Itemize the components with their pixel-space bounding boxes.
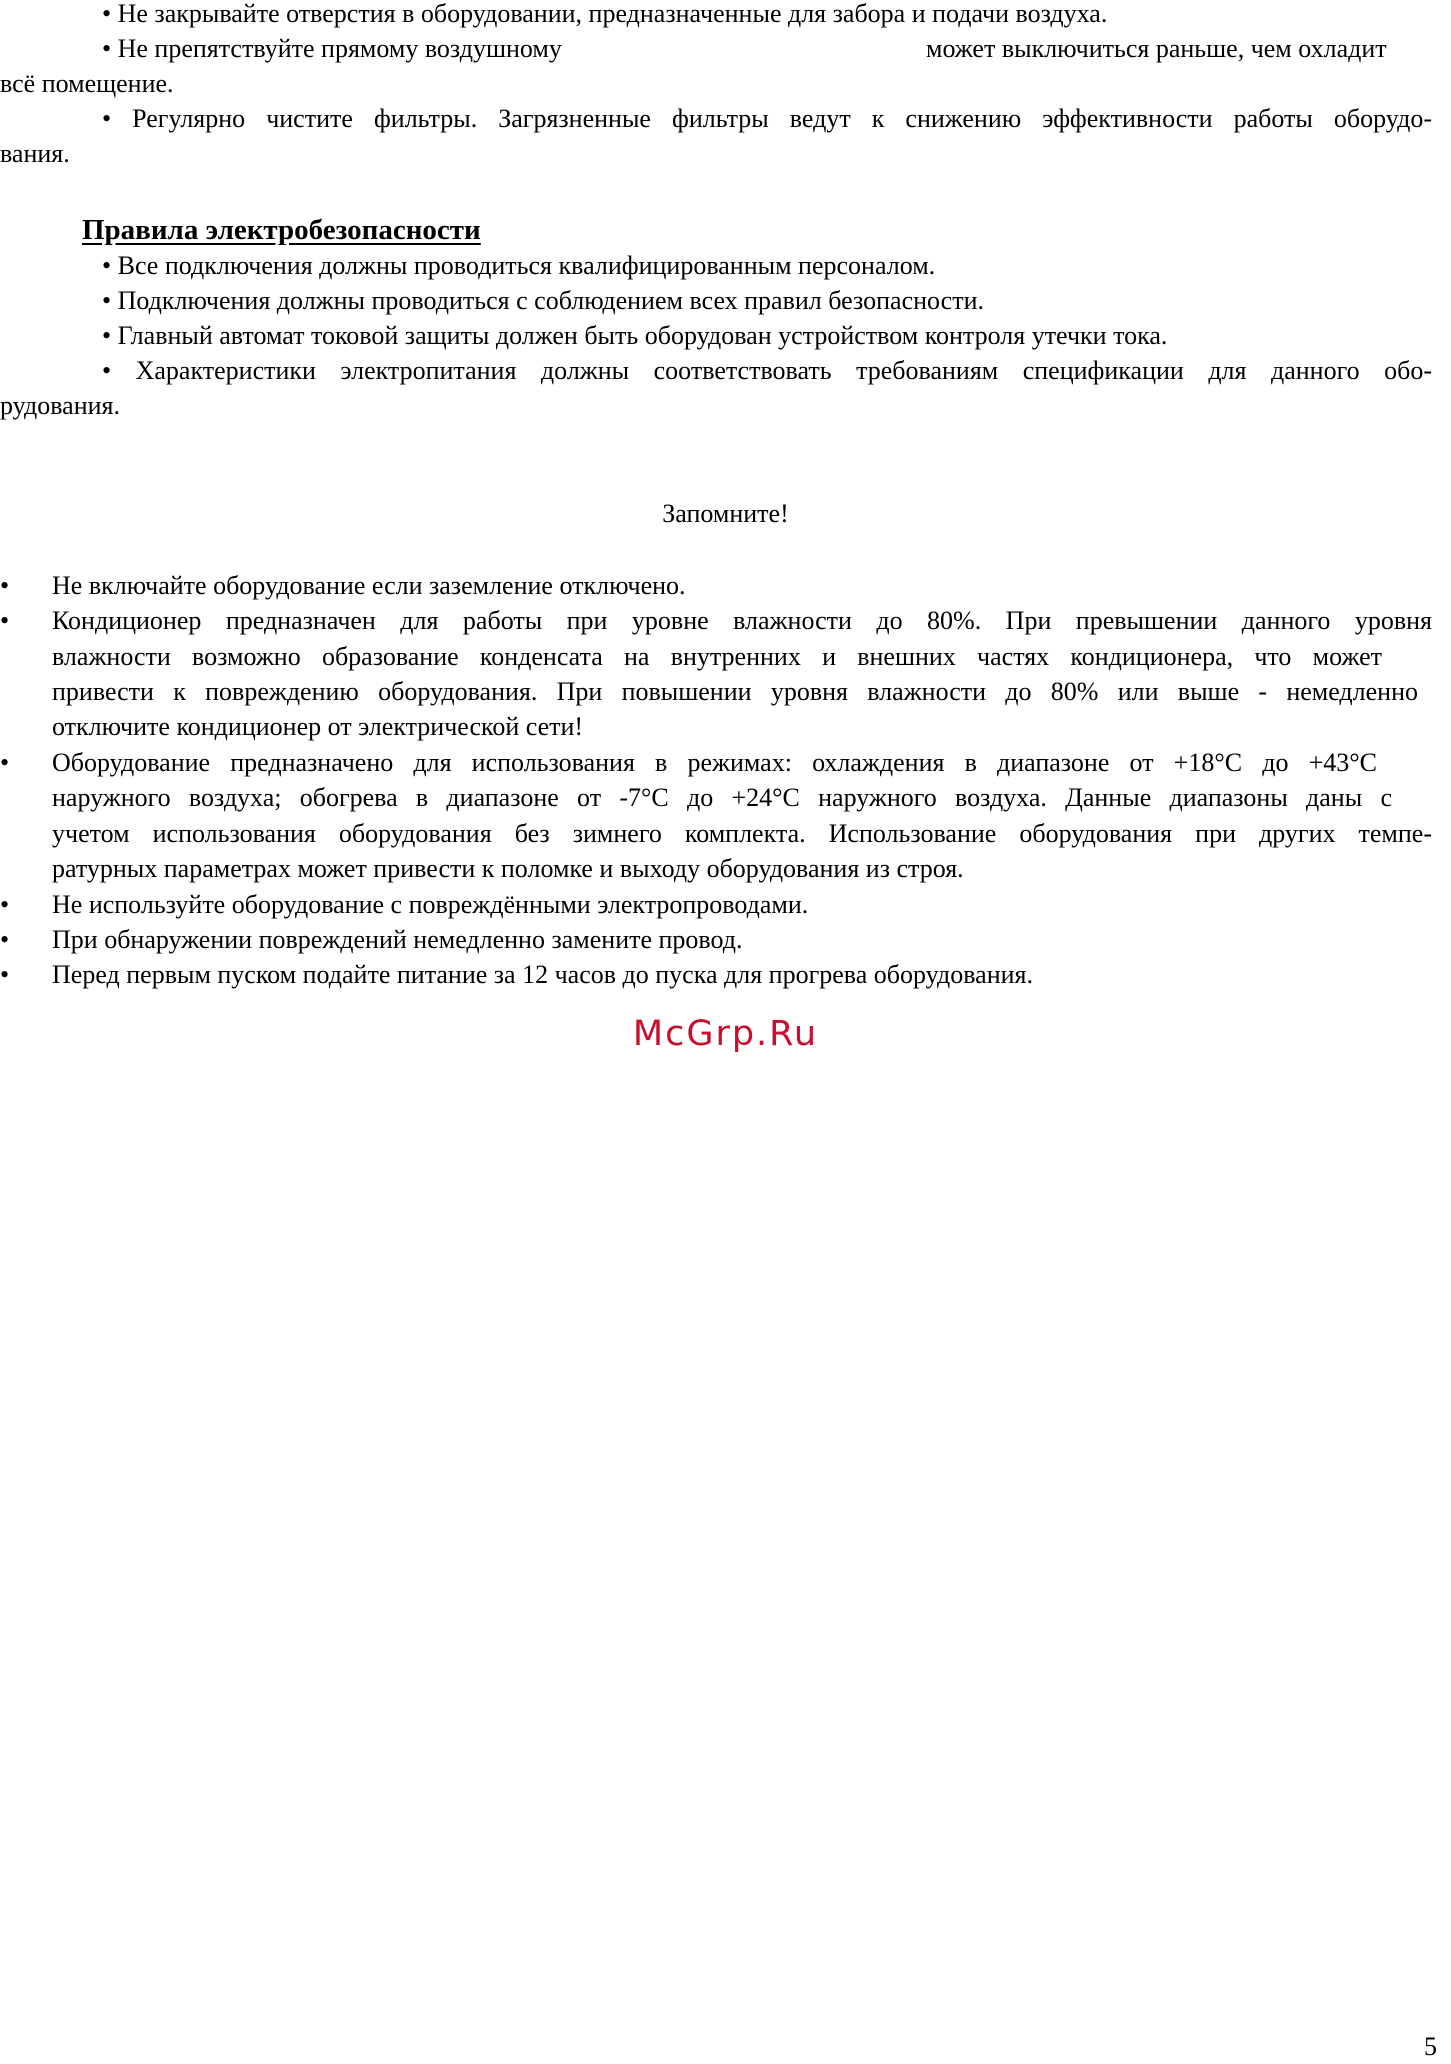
electrical-bullet-rules: • Подключения должны проводиться с соблюдением всех правил безопасности. xyxy=(102,286,984,315)
remember-heading: Запомните! xyxy=(662,499,789,528)
remember-line: Оборудование предназначено для использования в режимах: охлаждения в диапазоне от +18°С до +43°С xyxy=(52,748,1377,777)
bullet-marker: • xyxy=(0,571,10,600)
electrical-bullet-power: • Характеристики электропитания должны соответствовать требованиям спецификации для данного обо- xyxy=(102,356,1432,385)
remember-line: При обнаружении повреждений немедленно замените провод. xyxy=(52,925,743,954)
intro-bullet-airflow-cont: всё помещение. xyxy=(0,69,174,98)
section-title-electrical-safety: Правила электробезопасности xyxy=(82,214,481,246)
bullet-marker: • xyxy=(0,890,10,919)
remember-line: наружного воздуха; обогрева в диапазоне от -7°С до +24°С наружного воздуха. Данные диапазоны даны с xyxy=(52,783,1392,812)
intro-bullet-filters-cont: вания. xyxy=(0,139,70,168)
electrical-bullet-qualified: • Все подключения должны проводиться квалифицированным персоналом. xyxy=(102,251,936,280)
remember-line: учетом использования оборудования без зимнего комплекта. Использование оборудования при других темпе- xyxy=(52,819,1432,848)
electrical-bullet-breaker: • Главный автомат токовой защиты должен быть оборудован устройством контроля утечки тока. xyxy=(102,321,1168,350)
bullet-marker: • xyxy=(0,606,10,635)
page-number: 5 xyxy=(1424,2032,1437,2061)
remember-line: Не включайте оборудование если заземление отключено. xyxy=(52,571,686,600)
intro-bullet-airflow-start: • Не препятствуйте прямому воздушному xyxy=(102,34,562,63)
bullet-marker: • xyxy=(0,925,10,954)
remember-line: ратурных параметрах может привести к поломке и выходу оборудования из строя. xyxy=(52,854,964,883)
bullet-marker: • xyxy=(0,748,10,777)
electrical-bullet-power-cont: рудования. xyxy=(0,391,121,420)
intro-bullet-airflow-end: может выключиться раньше, чем охладит xyxy=(926,34,1387,63)
remember-line: Перед первым пуском подайте питание за 12 часов до пуска для прогрева оборудования. xyxy=(52,960,1033,989)
remember-line: влажности возможно образование конденсата на внутренних и внешних частях кондиционера, что может xyxy=(52,642,1382,671)
remember-line: Кондиционер предназначен для работы при уровне влажности до 80%. При превышении данного уровня xyxy=(52,606,1432,635)
remember-line: привести к повреждению оборудования. При повышении уровня влажности до 80% или выше - немедленно xyxy=(52,677,1418,706)
intro-bullet-vents: • Не закрывайте отверстия в оборудовании, предназначенные для забора и подачи воздуха. xyxy=(102,0,1108,28)
remember-line: отключите кондиционер от электрической сети! xyxy=(52,712,584,741)
watermark-logo: McGrp.Ru xyxy=(632,1014,819,1054)
intro-bullet-filters: • Регулярно чистите фильтры. Загрязненные фильтры ведут к снижению эффективности работы оборудо- xyxy=(102,104,1432,133)
remember-line: Не используйте оборудование с повреждёнными электропроводами. xyxy=(52,890,809,919)
bullet-marker: • xyxy=(0,960,10,989)
